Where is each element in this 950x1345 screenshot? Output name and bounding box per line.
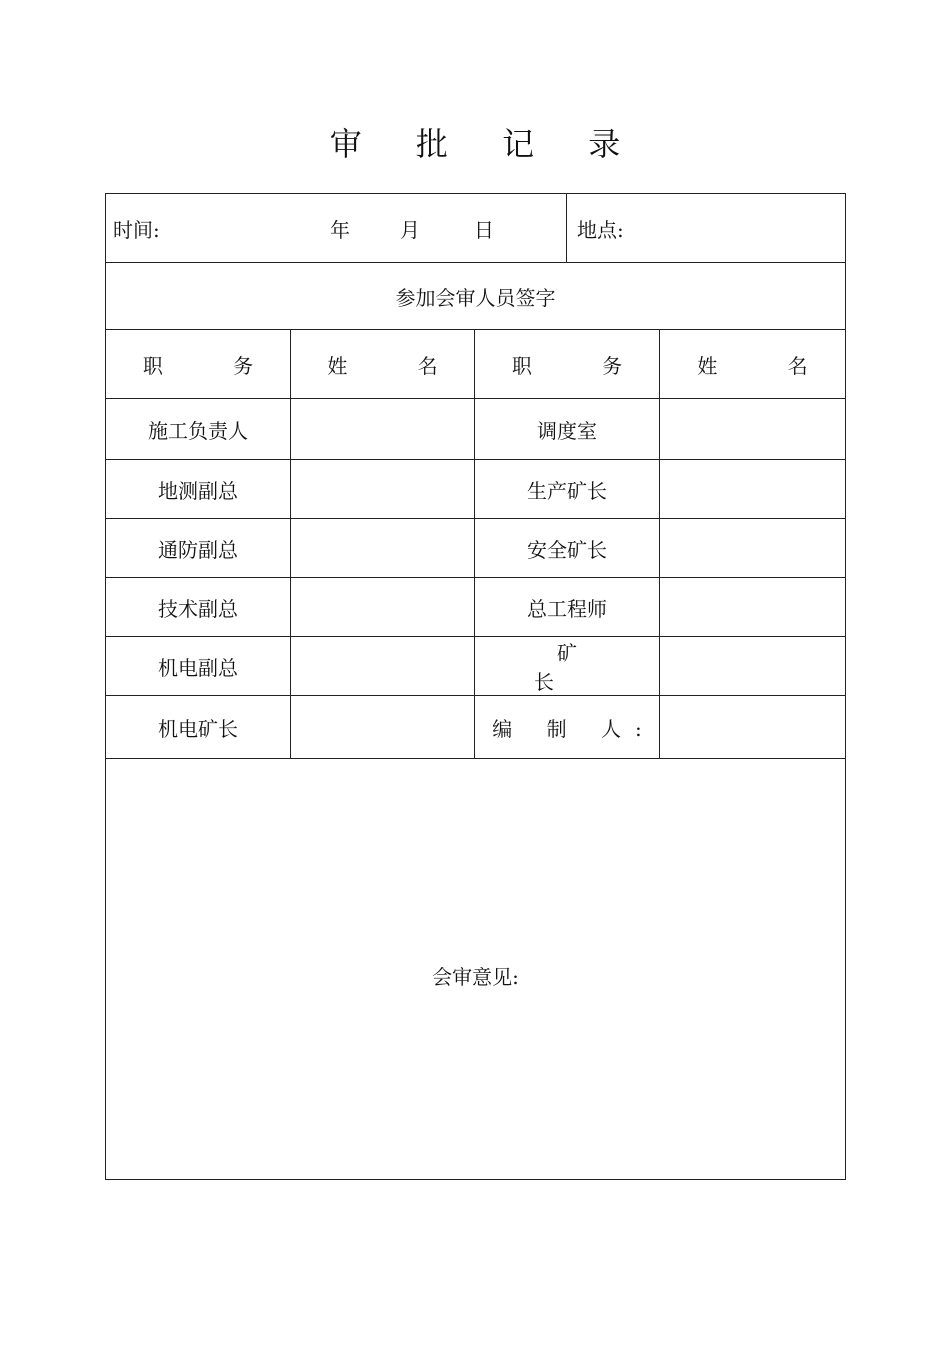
signature-field-left[interactable] xyxy=(291,519,475,578)
role-label-left: 施工负责人 xyxy=(106,399,291,460)
time-label: 时间: xyxy=(113,218,160,242)
table-row xyxy=(106,519,846,578)
table-row xyxy=(106,399,846,460)
opinion-row xyxy=(106,759,846,1180)
table-row xyxy=(106,578,846,637)
role-label-left: 机电副总 xyxy=(106,637,291,696)
approval-record-table xyxy=(105,193,846,1180)
year-label: 年 xyxy=(330,218,350,242)
role-label-left: 通防副总 xyxy=(106,519,291,578)
place-label: 地点: xyxy=(577,217,624,242)
role-label-right: 编 制 人: xyxy=(475,696,660,759)
signature-header: 参加会审人员签字 xyxy=(106,263,846,330)
day-label: 日 xyxy=(474,218,494,242)
column-header-name-left: 姓 名 xyxy=(291,330,475,399)
signature-field-left[interactable] xyxy=(291,399,475,460)
place-field[interactable] xyxy=(567,194,846,263)
role-label-right: 调度室 xyxy=(475,399,660,460)
signature-field-right[interactable] xyxy=(660,578,846,637)
signature-header-row xyxy=(106,263,846,330)
role-label-right: 总工程师 xyxy=(475,578,660,637)
role-label-right: 生产矿长 xyxy=(475,460,660,519)
column-header-row xyxy=(106,330,846,399)
month-label: 月 xyxy=(400,218,420,242)
role-label-left: 机电矿长 xyxy=(106,696,291,759)
time-field[interactable] xyxy=(106,194,567,263)
column-header-name-right: 姓 名 xyxy=(660,330,846,399)
column-header-role-right: 职 务 xyxy=(475,330,660,399)
signature-field-left[interactable] xyxy=(291,696,475,759)
signature-field-left[interactable] xyxy=(291,460,475,519)
column-header-role-left: 职 务 xyxy=(106,330,291,399)
table-row xyxy=(106,696,846,759)
role-label-right: 矿 长 xyxy=(475,637,660,696)
role-label-left: 技术副总 xyxy=(106,578,291,637)
signature-field-left[interactable] xyxy=(291,637,475,696)
signature-field-left[interactable] xyxy=(291,578,475,637)
signature-field-right[interactable] xyxy=(660,460,846,519)
page-title: 审 批 记 录 xyxy=(329,125,643,163)
table-row xyxy=(106,637,846,696)
time-place-row xyxy=(106,194,846,263)
opinion-field[interactable] xyxy=(106,759,846,1180)
signature-field-right[interactable] xyxy=(660,637,846,696)
table-row xyxy=(106,460,846,519)
signature-field-right[interactable] xyxy=(660,399,846,460)
role-label-right: 安全矿长 xyxy=(475,519,660,578)
role-label-left: 地测副总 xyxy=(106,460,291,519)
signature-field-right[interactable] xyxy=(660,696,846,759)
opinion-label: 会审意见: xyxy=(432,964,519,989)
signature-field-right[interactable] xyxy=(660,519,846,578)
